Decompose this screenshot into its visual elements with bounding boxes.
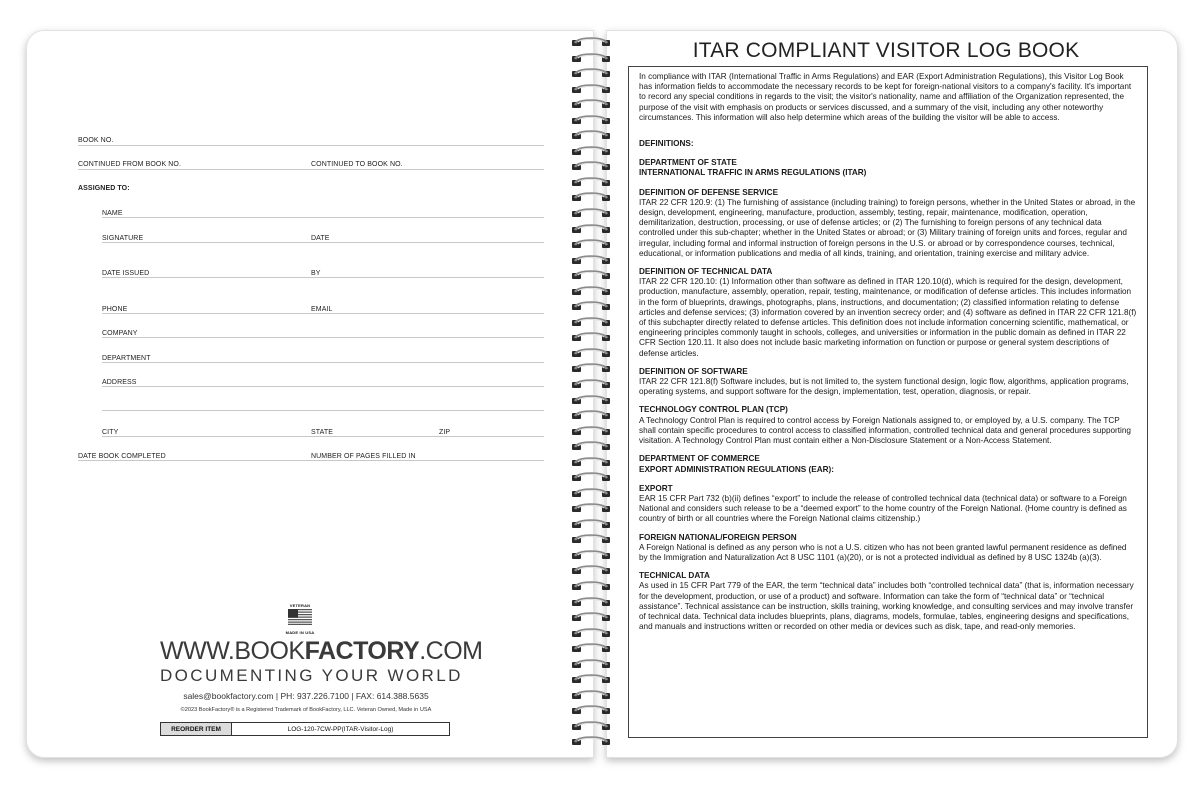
- copyright-line: ©2023 BookFactory® is a Registered Trademark of BookFactory, LLC. Veteran Owned, Made in USA: [180, 707, 432, 713]
- spiral-coil: [566, 316, 616, 330]
- address-line-1[interactable]: [102, 386, 544, 387]
- book-no-line[interactable]: [78, 145, 544, 146]
- contact-line: sales@bookfactory.com | PH: 937.226.7100 | FAX: 614.388.5635: [183, 691, 429, 701]
- spiral-coil: [566, 425, 616, 439]
- software-heading: DEFINITION OF SOFTWARE: [639, 366, 748, 376]
- spiral-coil: [566, 533, 616, 547]
- spiral-coil: [566, 285, 616, 299]
- technical-data-def-heading: DEFINITION OF TECHNICAL DATA: [639, 267, 773, 277]
- spiral-coil: [566, 378, 616, 392]
- spiral-binding: [566, 30, 616, 756]
- tcp-heading: TECHNOLOGY CONTROL PLAN (TCP): [639, 405, 788, 415]
- address-line-2[interactable]: [102, 410, 544, 411]
- spiral-coil: [566, 114, 616, 128]
- spiral-coil: [566, 98, 616, 112]
- completed-line[interactable]: [78, 460, 544, 461]
- spiral-coil: [566, 409, 616, 423]
- spiral-coil: [566, 720, 616, 734]
- spiral-coil: [566, 223, 616, 237]
- spiral-coil: [566, 67, 616, 81]
- date-book-completed-label: DATE BOOK COMPLETED: [78, 453, 166, 460]
- company-line[interactable]: [102, 337, 544, 338]
- signature-label: SIGNATURE: [102, 235, 144, 242]
- spiral-coil: [566, 549, 616, 563]
- spiral-coil: [566, 440, 616, 454]
- defense-service-heading: DEFINITION OF DEFENSE SERVICE: [639, 187, 779, 197]
- export-body: EAR 15 CFR Part 732 (b)(ii) defines “export” to include the release of controlled technical data (technical data) or software to a Foreign National and considers such release to be a “deemed export” to the home country of the Foreign National. (Home country is defined as country of birth or all countries where the Foreign National claims citizenship.): [639, 493, 1127, 524]
- date-issued-line[interactable]: [102, 277, 544, 278]
- spiral-coil: [566, 331, 616, 345]
- spiral-coil: [566, 145, 616, 159]
- signature-line[interactable]: [102, 242, 544, 243]
- spiral-coil: [566, 611, 616, 625]
- spiral-coil: [566, 704, 616, 718]
- spiral-coil: [566, 658, 616, 672]
- spiral-coil: [566, 502, 616, 516]
- dept-state-heading: DEPARTMENT OF STATE: [639, 158, 737, 168]
- by-label: BY: [311, 270, 321, 277]
- url-bold: FACTORY: [304, 637, 420, 665]
- zip-label: ZIP: [439, 429, 451, 436]
- city-label: CITY: [102, 429, 119, 436]
- spiral-coil: [566, 207, 616, 221]
- department-label: DEPARTMENT: [102, 355, 151, 362]
- made-in-usa-text: MADE IN USA: [285, 630, 315, 635]
- foreign-national-body: A Foreign National is defined as any person who is not a U.S. citizen who has not been granted lawful permanent residence as defined by the Immigration and Naturalization Act 8 USC 1101 (a)(20), or is not a protected individual as defined by 8 USC 1324b (a)(3).: [639, 542, 1127, 562]
- pages-filled-label: NUMBER OF PAGES FILLED IN: [311, 453, 416, 460]
- spiral-coil: [566, 456, 616, 470]
- spiral-coil: [566, 735, 616, 749]
- continued-from-label: CONTINUED FROM BOOK NO.: [78, 161, 182, 168]
- itar-heading: INTERNATIONAL TRAFFIC IN ARMS REGULATIONS (ITAR): [639, 168, 867, 178]
- spiral-coil: [566, 518, 616, 532]
- reorder-value: LOG-120-7CW-PP(ITAR-Visitor-Log): [287, 725, 394, 733]
- name-line[interactable]: [102, 217, 544, 218]
- book-no-label: BOOK NO.: [78, 137, 114, 144]
- assigned-to-label: ASSIGNED TO:: [78, 185, 130, 192]
- spiral-coil: [566, 673, 616, 687]
- definitions-box: [628, 66, 1148, 738]
- spiral-coil: [566, 580, 616, 594]
- continued-to-label: CONTINUED TO BOOK NO.: [311, 161, 403, 168]
- spiral-coil: [566, 564, 616, 578]
- spiral-coil: [566, 160, 616, 174]
- company-label: COMPANY: [102, 330, 138, 337]
- spiral-coil: [566, 642, 616, 656]
- spiral-coil: [566, 394, 616, 408]
- spiral-coil: [566, 269, 616, 283]
- city-line[interactable]: [102, 436, 544, 437]
- dept-commerce-heading: DEPARTMENT OF COMMERCE: [639, 454, 760, 464]
- tcp-body: A Technology Control Plan is required to control access by Foreign Nationals assigned to, or employed by, a U.S. company. The TCP shall contain specific procedures to control access to classified information, controlled technical data and general procedures supporting visitation. A Technology Control Plan must contain either a Non-Disclosure Statement or a Non-Access Statement.: [639, 415, 1131, 446]
- phone-label: PHONE: [102, 306, 128, 313]
- spiral-coil: [566, 471, 616, 485]
- foreign-national-heading: FOREIGN NATIONAL/FOREIGN PERSON: [639, 532, 797, 542]
- veteran-owned-text: VETERAN: [289, 603, 311, 608]
- spiral-coil: [566, 300, 616, 314]
- reorder-label: REORDER ITEM: [161, 723, 232, 735]
- ear-heading: EXPORT ADMINISTRATION REGULATIONS (EAR):: [639, 464, 834, 474]
- url-end: .COM: [419, 637, 483, 665]
- software-body: ITAR 22 CFR 121.8(f) Software includes, but is not limited to, the system functional design, logic flow, algorithms, application programs, operating systems, and support software for the design, implementation, test, operation, diagnosis, or repair.: [639, 377, 1129, 397]
- reorder-box: [160, 722, 450, 736]
- name-label: NAME: [102, 210, 123, 217]
- doc-title: ITAR COMPLIANT VISITOR LOG BOOK: [692, 39, 1080, 62]
- technical-data-heading: TECHNICAL DATA: [639, 571, 710, 581]
- spiral-coil: [566, 689, 616, 703]
- department-line[interactable]: [102, 362, 544, 363]
- spiral-coil: [566, 596, 616, 610]
- spiral-coil: [566, 52, 616, 66]
- spiral-coil: [566, 362, 616, 376]
- us-flag-icon: [288, 609, 312, 625]
- spiral-coil: [566, 176, 616, 190]
- tagline: DOCUMENTING YOUR WORLD: [160, 666, 463, 685]
- state-label: STATE: [311, 429, 334, 436]
- date-issued-label: DATE ISSUED: [102, 270, 150, 277]
- spiral-coil: [566, 191, 616, 205]
- intro-paragraph: In compliance with ITAR (International Traffic in Arms Regulations) and EAR (Export Administration Regulations), this Visitor Log Book has information fields to accommodate the necessary records to be kept for foreign-national visitors to a company's facility. It's important to record any special conditions in regards to the visit; the visitor's nationality, name and affiliation of the Organization represented, the purpose of the visit with emphasis on products or services discussed, and a summary of the visit, including any other noteworthy circumstances. This information will also help determine which areas of the building the visitor will be able to access.: [639, 72, 1132, 122]
- definitions-heading: DEFINITIONS:: [639, 139, 694, 149]
- phone-line[interactable]: [102, 313, 544, 314]
- email-label: EMAIL: [311, 306, 333, 313]
- date-label: DATE: [311, 235, 330, 242]
- spiral-coil: [566, 83, 616, 97]
- spiral-coil: [566, 129, 616, 143]
- technical-data-body: As used in 15 CFR Part 779 of the EAR, the term “technical data” includes both “controlled technical data” (that is, information necessary for the development, production, or use of a product) and software. Information can take the form of “technical data” or “technical assistance”. Technical assistance can be instruction, skills training, working knowledge, and consulting services and may involve transfer of technical data. Technical data includes blueprints, plans, diagrams, models, formulae, tables, engineering designs and specifications, and manuals and instructions written or recorded on other media or devices such as disk, tape, and read-only memories.: [639, 581, 1134, 632]
- address-label: ADDRESS: [102, 379, 137, 386]
- bookfactory-url[interactable]: [160, 637, 483, 666]
- spiral-coil: [566, 347, 616, 361]
- spiral-coil: [566, 238, 616, 252]
- defense-service-body: ITAR 22 CFR 120.9: (1) The furnishing of assistance (including training) to foreign persons, whether in the United States or abroad, in the design, development, engineering, manufacture, production, assembly, testing, repair, maintenance, modification, operation, demilitarization, destruction, processing, or use of defense articles; or (2) The furnishing to foreign persons of any technical data controlled under this sub-chapter; whether in the United States or abroad; or (3) Military training of foreign units and forces, regular and irregular, including formal and informal instruction of foreign persons in the U.S. or abroad or by correspondence courses, technical, educational, or information publications and media of all kinds, training, and orientation, training exercise and military advice.: [639, 197, 1136, 258]
- spiral-coil: [566, 254, 616, 268]
- technical-data-def-body: ITAR 22 CFR 120.10: (1) Information other than software as defined in ITAR 120.10(d), which is required for the design, development, production, manufacture, assembly, operation, repair, testing, maintenance, or modification of defense articles. This includes information in the form of blueprints, drawings, photographs, plans, instructions, and documentation; (2) classified information relating to defense articles and defense services; (3) information covered by an invention secrecy order; and (4) software as defined in ITAR 22 CFR 121.8(f) of this subchapter directly related to defense articles. This definition does not include information concerning scientific, mathematical, or engineering principles commonly taught in schools, colleges, and universities or information in the public domain as defined in ITAR 22 CFR Section 120.11. It also does not include basic marketing information on function or purpose or general system descriptions of defense articles.: [639, 277, 1137, 358]
- spiral-coil: [566, 627, 616, 641]
- spiral-coil: [566, 487, 616, 501]
- url-light: WWW.BOOK: [160, 637, 305, 665]
- spiral-coil: [566, 36, 616, 50]
- continued-line[interactable]: [78, 169, 544, 170]
- export-heading: EXPORT: [639, 483, 673, 493]
